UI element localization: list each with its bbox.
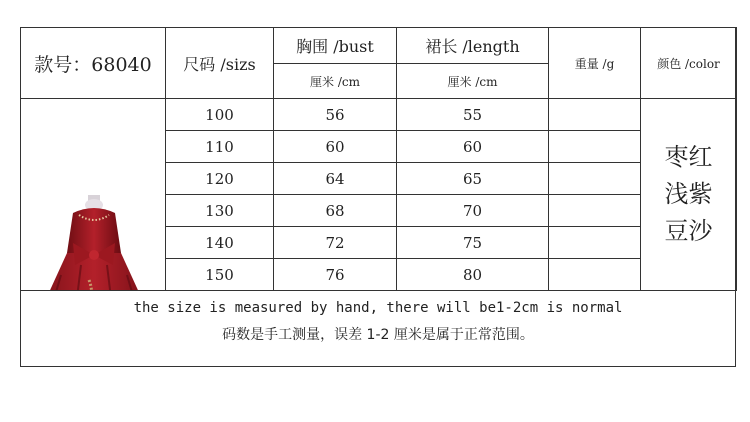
length-cell: 55: [397, 99, 549, 131]
weight-cell: [549, 195, 641, 227]
length-cell: 80: [397, 259, 549, 291]
bust-unit: 厘米 /cm: [274, 64, 397, 99]
length-cell: 75: [397, 227, 549, 259]
size-cell: 100: [166, 99, 274, 131]
color-header: 颜色 /color: [641, 28, 737, 99]
size-cell: 150: [166, 259, 274, 291]
length-cell: 60: [397, 131, 549, 163]
length-cell: 65: [397, 163, 549, 195]
note-chinese: 码数是手工测量，误差 1-2 厘米是属于正常范围。: [222, 327, 534, 343]
length-unit: 厘米 /cm: [397, 64, 549, 99]
length-header: 裙长 /length: [397, 28, 549, 64]
weight-cell: [549, 131, 641, 163]
bust-cell: 56: [274, 99, 397, 131]
style-number: 款号：68040: [21, 28, 166, 99]
bust-cell: 72: [274, 227, 397, 259]
size-header: 尺码 /sizs: [166, 28, 274, 99]
weight-cell: [549, 259, 641, 291]
dress-image: [21, 195, 166, 291]
bust-cell: 68: [274, 195, 397, 227]
weight-cell: [549, 163, 641, 195]
size-cell: 120: [166, 163, 274, 195]
bust-header: 胸围 /bust: [274, 28, 397, 64]
length-cell: 70: [397, 195, 549, 227]
table-row: [21, 99, 737, 131]
weight-cell: [549, 227, 641, 259]
color-option: 浅紫: [664, 179, 713, 208]
size-cell: 110: [166, 131, 274, 163]
measurement-note: [20, 290, 736, 367]
weight-header: 重量 /g: [549, 28, 641, 99]
size-cell: 140: [166, 227, 274, 259]
bust-cell: 60: [274, 131, 397, 163]
size-chart-table: [20, 27, 737, 291]
color-option: 豆沙: [664, 217, 713, 246]
weight-cell: [549, 99, 641, 131]
bust-cell: 76: [274, 259, 397, 291]
product-photo: [21, 99, 166, 291]
bust-cell: 64: [274, 163, 397, 195]
color-list: [641, 99, 737, 291]
color-option: 枣红: [664, 142, 713, 171]
size-cell: 130: [166, 195, 274, 227]
note-english: the size is measured by hand, there will be1-2cm is normal: [133, 300, 623, 316]
